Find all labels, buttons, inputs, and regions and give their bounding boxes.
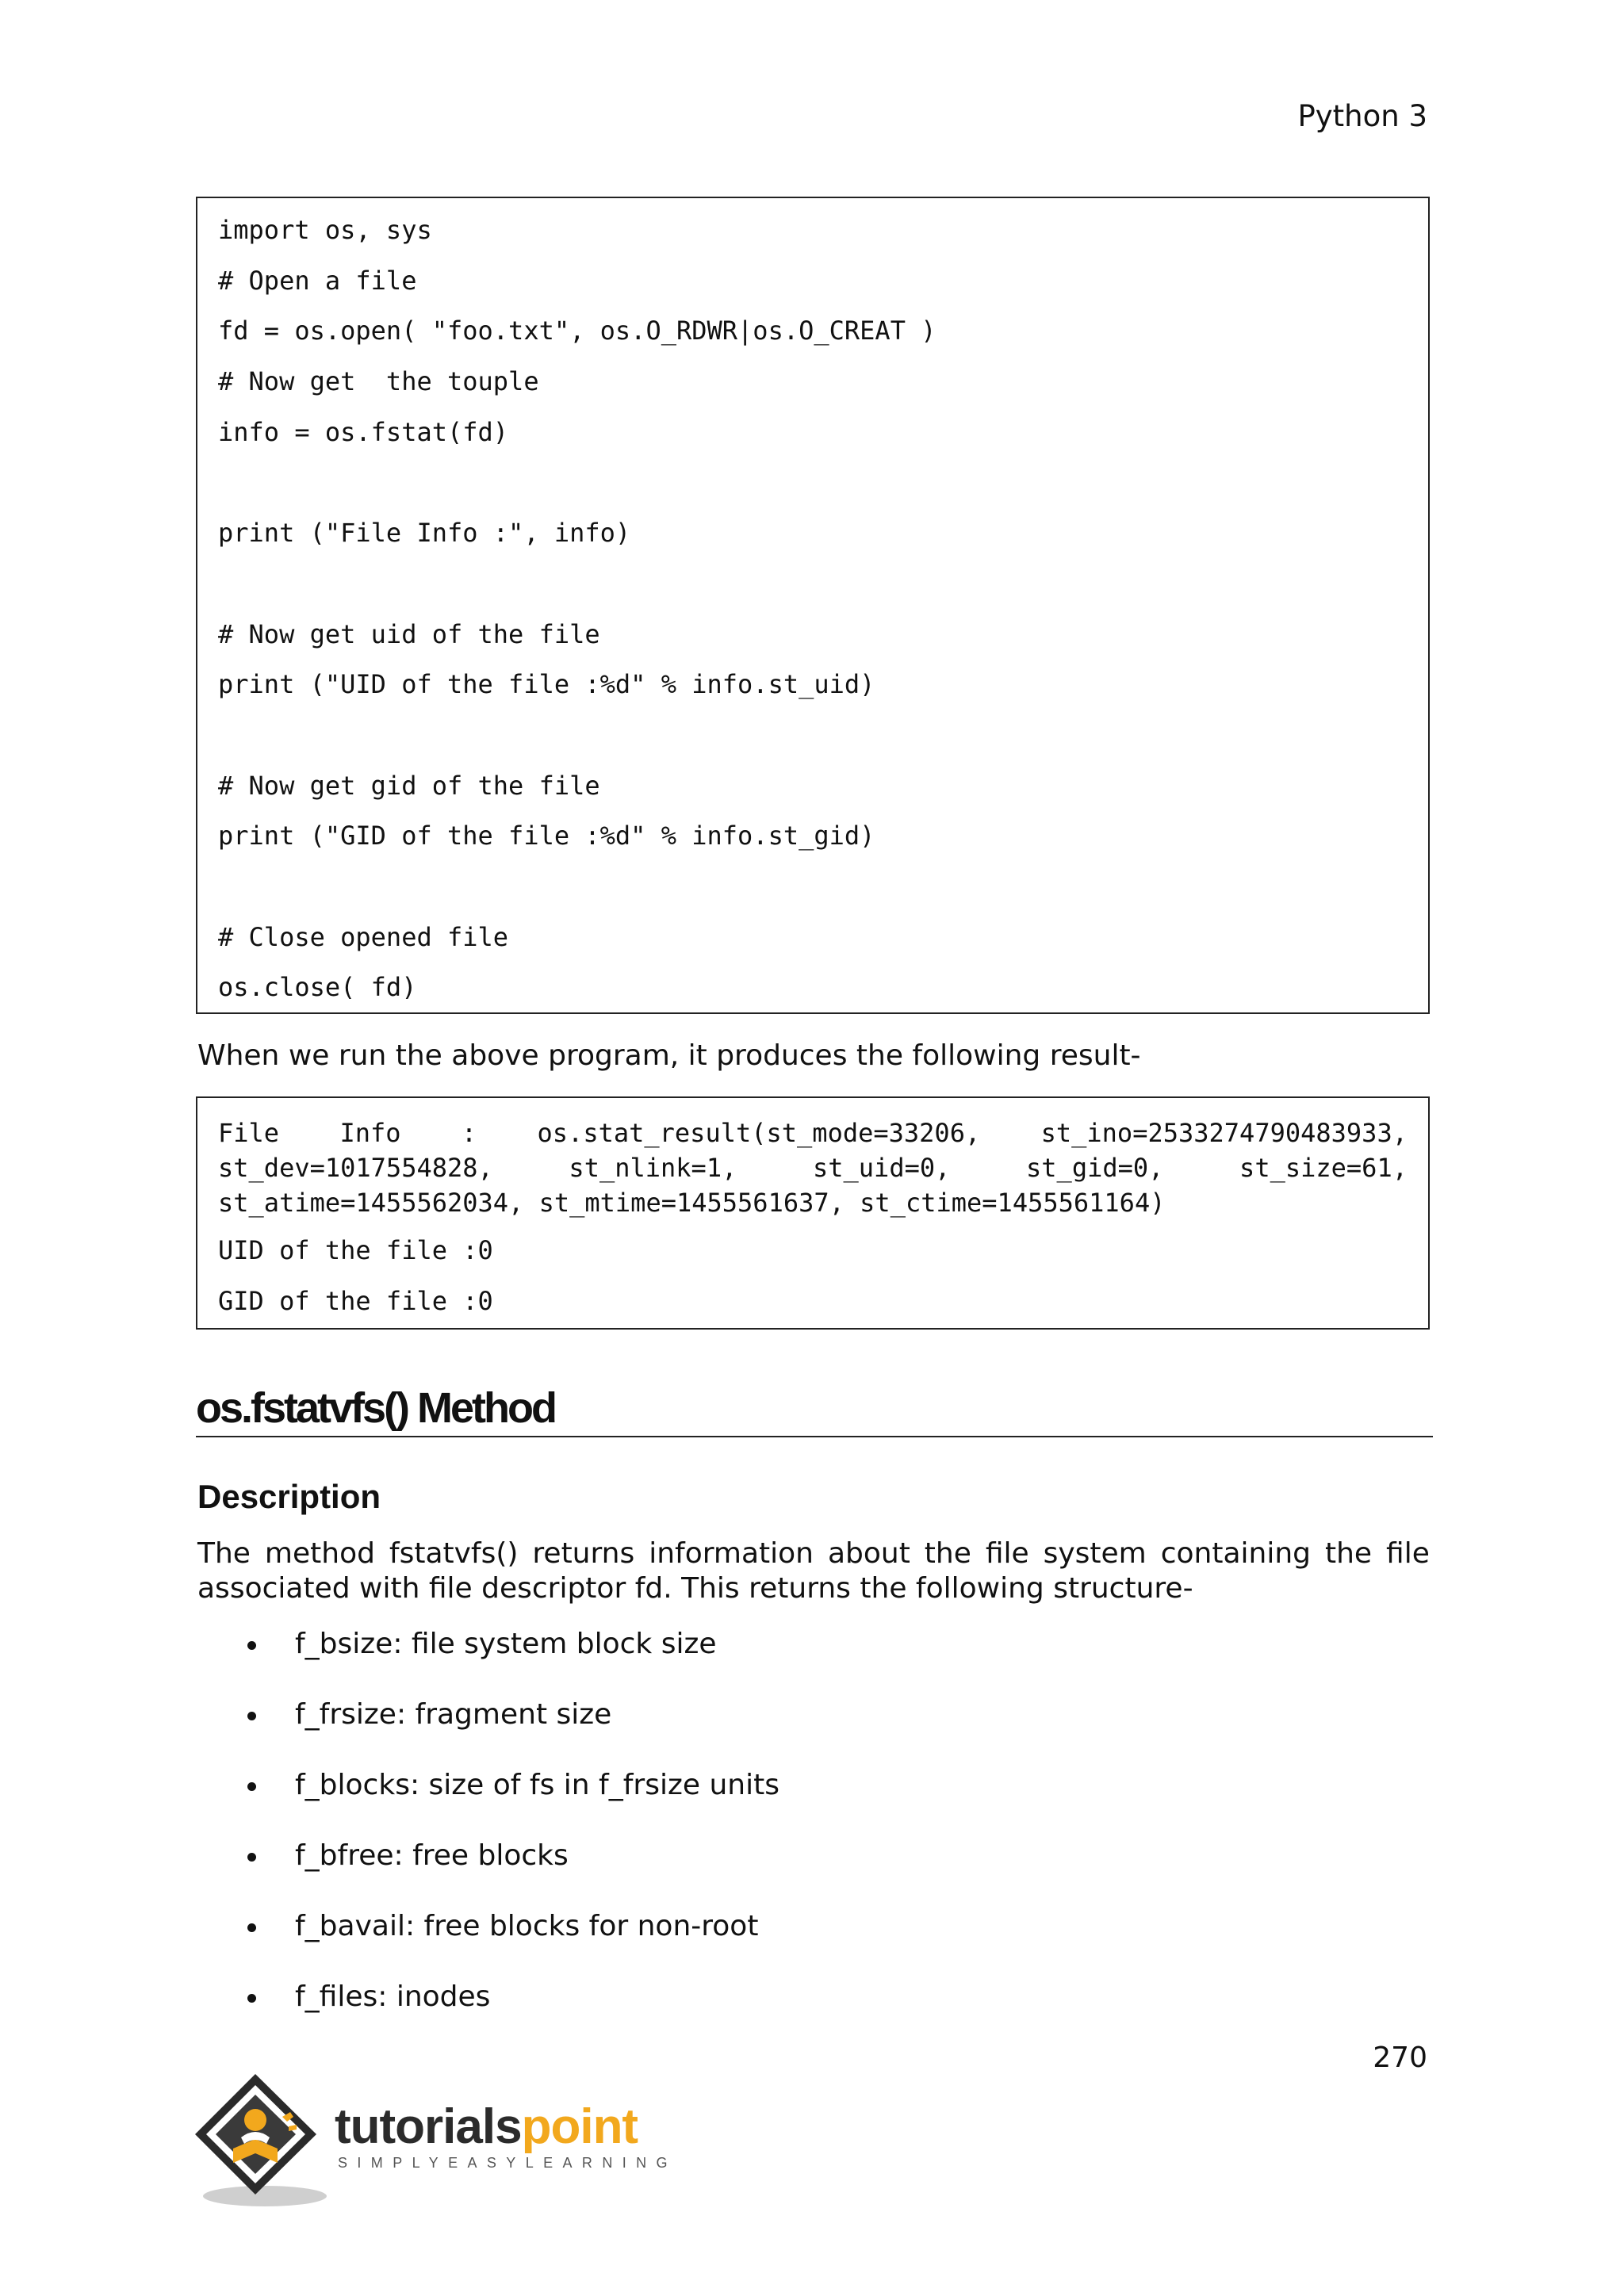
code-line-blank (218, 568, 1408, 599)
output-token: st_gid=0, (1026, 1153, 1164, 1183)
bullet-icon (247, 1782, 256, 1791)
logo-word-dark: tutorials (335, 2099, 522, 2154)
word: containing (1160, 1537, 1312, 1570)
bullet-icon (247, 1641, 256, 1650)
word: about (827, 1537, 910, 1570)
running-header: Python 3 (1297, 99, 1427, 133)
code-line: os.close( fd) (218, 972, 417, 1003)
code-line: # Open a file (218, 265, 417, 296)
bullet-icon (247, 1712, 256, 1720)
list-item-text: f_bavail: free blocks for non-root (295, 1910, 759, 1942)
description-paragraph (197, 1536, 1430, 1606)
output-token: File (218, 1118, 280, 1148)
bullet-icon (247, 1923, 256, 1932)
page-number: 270 (1373, 2042, 1427, 2074)
output-wrapped-line (218, 1115, 1408, 1220)
code-line: # Now get uid of the file (218, 618, 600, 649)
logo-wordmark (335, 2099, 638, 2154)
output-justified-line (218, 1150, 1408, 1185)
code-line: info = os.fstat(fd) (218, 416, 509, 447)
output-last-line: st_atime=1455562034, st_mtime=1455561637, st_ctime=1455561164) (218, 1188, 1166, 1218)
list-item (238, 1909, 779, 1944)
word: the (924, 1537, 971, 1570)
logo-word-accent: point (521, 2099, 638, 2154)
word: method (264, 1537, 375, 1570)
code-line: fd = os.open( "foo.txt", os.O_RDWR|os.O_CREAT ) (218, 316, 936, 346)
word: returns (532, 1537, 635, 1570)
code-block-example (196, 197, 1430, 1014)
logo-diamond-icon (193, 2071, 328, 2210)
bullet-icon (247, 1853, 256, 1862)
list-item (238, 1839, 779, 1873)
structure-field-list (238, 1627, 779, 2050)
code-line: # Now get gid of the file (218, 770, 600, 801)
code-line: print ("GID of the file :%d" % info.st_gid) (218, 821, 875, 851)
list-item (238, 1627, 779, 1662)
description-justified-line (197, 1536, 1430, 1571)
section-title: os.fstatvfs() Method (196, 1383, 1433, 1437)
code-line: print ("UID of the file :%d" % info.st_uid) (218, 669, 875, 700)
result-intro-text: When we run the above program, it produces the following result- (197, 1039, 1141, 1072)
list-item (238, 1768, 779, 1803)
subsection-heading: Description (197, 1478, 381, 1515)
output-token: st_size=61, (1239, 1153, 1408, 1183)
output-token: os.stat_result(st_mode=33206, (537, 1118, 981, 1148)
list-item-text: f_files: inodes (295, 1980, 491, 2013)
list-item-text: f_bfree: free blocks (295, 1839, 569, 1872)
code-line: import os, sys (218, 215, 432, 245)
list-item-text: f_blocks: size of fs in f_frsize units (295, 1769, 779, 1801)
code-line-blank (218, 871, 1408, 902)
word: file (1386, 1537, 1430, 1570)
word: fstatvfs() (389, 1537, 519, 1570)
output-token: st_nlink=1, (569, 1153, 737, 1183)
description-last-line: associated with file descriptor fd. This returns the following structure- (197, 1572, 1193, 1605)
code-line: # Close opened file (218, 921, 509, 952)
code-line-blank (218, 466, 1408, 498)
output-token: st_ino=2533274790483933, (1040, 1118, 1408, 1148)
list-item (238, 1980, 779, 2015)
word: the (1324, 1537, 1373, 1570)
output-line: UID of the file :0 (218, 1235, 493, 1265)
list-item-text: f_frsize: fragment size (295, 1698, 612, 1731)
list-item (238, 1697, 779, 1732)
logo-tagline: SIMPLYEASYLEARNING (338, 2155, 677, 2171)
bullet-icon (247, 1994, 256, 2003)
word: file (985, 1537, 1029, 1570)
code-line: print ("File Info :", info) (218, 518, 631, 549)
code-line: # Now get the touple (218, 366, 539, 397)
list-item-text: f_bsize: file system block size (295, 1628, 717, 1660)
output-token: Info (339, 1118, 401, 1148)
tutorialspoint-logo (193, 2071, 677, 2210)
output-token: : (461, 1118, 477, 1148)
code-line-blank (218, 719, 1408, 751)
word: information (649, 1537, 814, 1570)
output-token: st_dev=1017554828, (218, 1153, 493, 1183)
output-token: st_uid=0, (812, 1153, 951, 1183)
output-justified-line (218, 1115, 1408, 1150)
output-line: GID of the file :0 (218, 1285, 493, 1316)
output-block (196, 1096, 1430, 1330)
word: system (1043, 1537, 1147, 1570)
word: The (197, 1537, 251, 1570)
